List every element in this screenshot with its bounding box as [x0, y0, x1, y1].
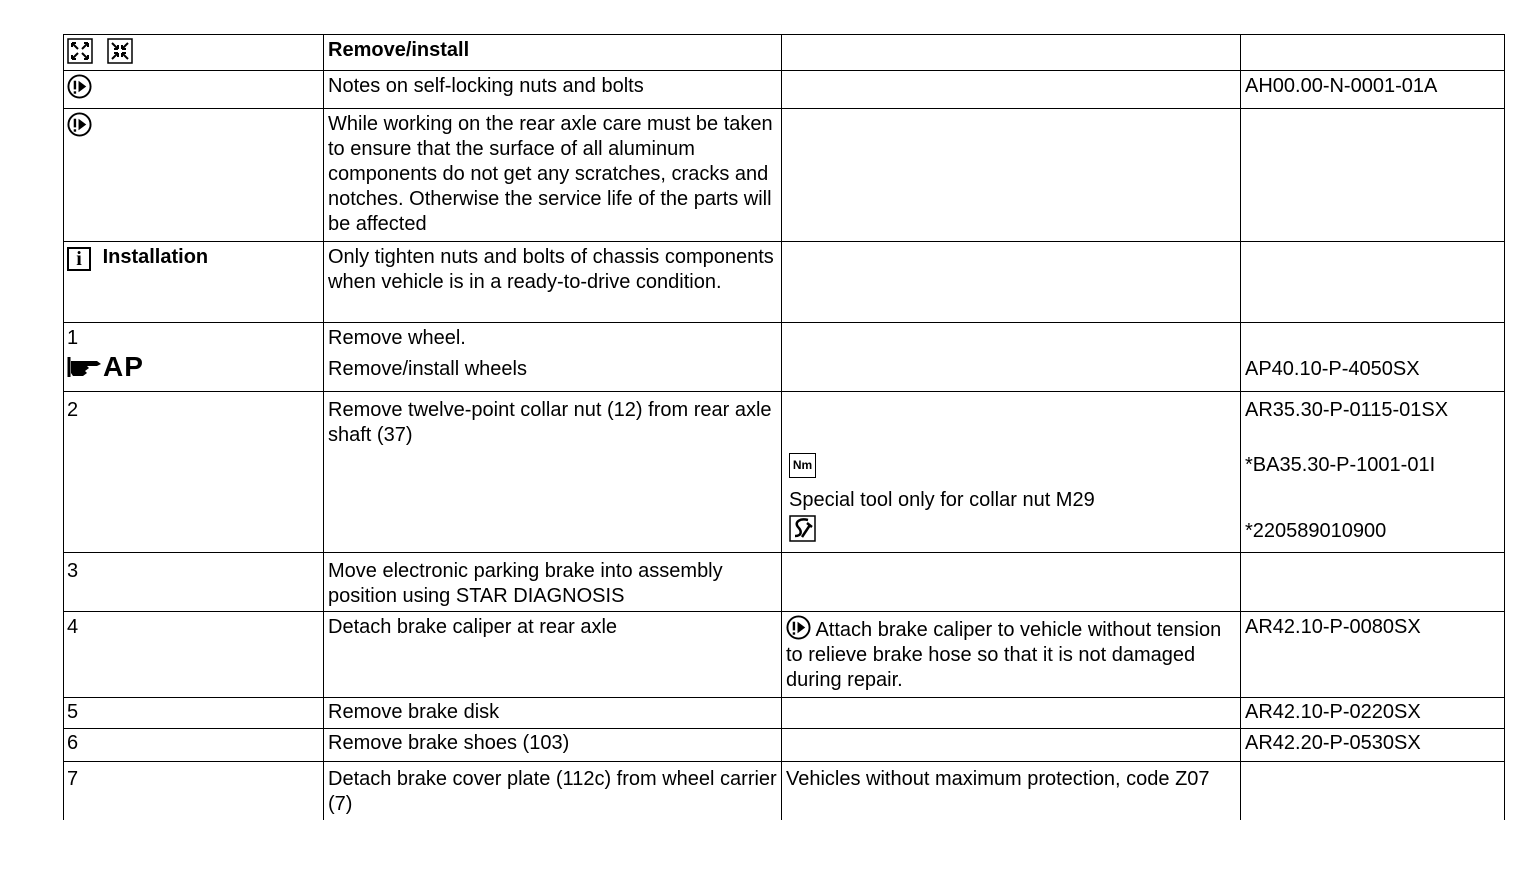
- header-icons-cell: [64, 35, 324, 71]
- table-row: [64, 553, 1505, 612]
- install-icon: [107, 38, 133, 64]
- step-number: 6: [64, 729, 324, 762]
- note-icon: [67, 112, 92, 137]
- list-item: Remove wheel.: [328, 327, 466, 349]
- table-row: [64, 392, 1505, 553]
- list-item: Attach brake caliper to vehicle without tension to relieve brake hose so that it is not damaged during repair.: [786, 619, 1222, 691]
- doc-reference-link[interactable]: *220589010900: [1245, 520, 1387, 542]
- table-row: [64, 323, 1505, 392]
- list-item: Move electronic parking brake into assembly position using STAR DIAGNOSIS: [324, 553, 782, 612]
- step-number: 2: [64, 392, 324, 553]
- list-item: Notes on self-locking nuts and bolts: [324, 71, 782, 109]
- doc-reference-link[interactable]: *BA35.30-P-1001-01I: [1245, 454, 1436, 476]
- page-title: Remove/install: [324, 35, 782, 71]
- list-item: While working on the rear axle care must be taken to ensure that the surface of all aluminum components do not get any scratches, cracks and notches. Otherwise the service life of the parts will be affected: [324, 109, 782, 242]
- table-row: [64, 71, 1505, 109]
- list-item: Remove/install wheels: [328, 358, 527, 380]
- ap-reference[interactable]: AP: [67, 353, 144, 383]
- remove-icon: [67, 38, 93, 64]
- special-tool-icon: [789, 515, 816, 549]
- list-item: Special tool only for collar nut M29: [789, 489, 1095, 512]
- table-row: [64, 762, 1505, 820]
- table-row: [64, 729, 1505, 762]
- list-item: Remove brake disk: [324, 698, 782, 729]
- doc-reference-link[interactable]: AR35.30-P-0115-01SX: [1245, 399, 1449, 421]
- list-item: Detach brake caliper at rear axle: [324, 612, 782, 698]
- table-row: [64, 109, 1505, 242]
- doc-reference-link[interactable]: AH00.00-N-0001-01A: [1241, 71, 1505, 109]
- procedure-table: [63, 34, 1505, 820]
- note-icon: [67, 74, 92, 99]
- table-row: [64, 612, 1505, 698]
- table-row: [64, 698, 1505, 729]
- doc-reference-link[interactable]: AR42.10-P-0220SX: [1241, 698, 1505, 729]
- table-row: [64, 242, 1505, 323]
- pointing-hand-icon: [67, 353, 103, 379]
- list-item: Remove twelve-point collar nut (12) from rear axle shaft (37): [324, 392, 782, 553]
- note-icon: [786, 615, 811, 640]
- doc-reference-link[interactable]: AR42.20-P-0530SX: [1241, 729, 1505, 762]
- list-item: Only tighten nuts and bolts of chassis components when vehicle is in a ready-to-drive condition.: [324, 242, 782, 323]
- list-item: Remove brake shoes (103): [324, 729, 782, 762]
- info-icon: i: [67, 247, 91, 271]
- torque-icon: Nm: [789, 453, 816, 478]
- list-item: Detach brake cover plate (112c) from wheel carrier (7): [324, 762, 782, 820]
- step-number: 3: [64, 553, 324, 612]
- list-item: Vehicles without maximum protection, code Z07: [782, 762, 1241, 820]
- step-number: 1: [67, 327, 79, 349]
- step-number: 4: [64, 612, 324, 698]
- installation-label: Installation: [102, 246, 209, 268]
- step-number: 5: [64, 698, 324, 729]
- doc-reference-link[interactable]: AP40.10-P-4050SX: [1245, 358, 1420, 380]
- step-number: 7: [64, 762, 324, 820]
- doc-reference-link[interactable]: AR42.10-P-0080SX: [1241, 612, 1505, 698]
- table-row: [64, 35, 1505, 71]
